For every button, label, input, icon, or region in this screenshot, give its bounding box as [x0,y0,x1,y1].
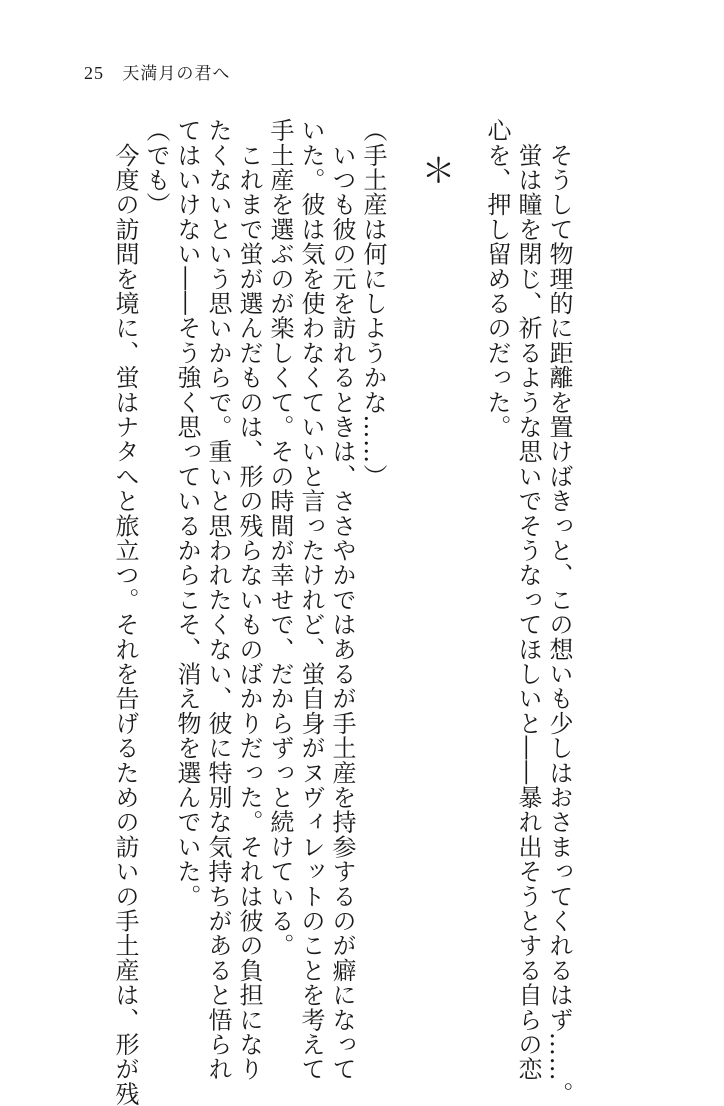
text-line: 手土産を選ぶのが楽しくて。その時間が幸せで、だからずっと続けている。 [266,118,294,958]
text-line: そうして物理的に距離を置けばきっと、この想いも少しはおさまってくれるはず……。 [545,118,573,1106]
text-line: てはいけない――そう強く思っているからこそ、消え物を選んでいた。 [173,118,201,909]
text-line: たくないという思いからで。重いと思われたくない、彼に特別な気持ちがあると悟られ [204,118,232,1082]
page-number: 25 [84,63,104,83]
section-separator: ＊ [415,118,455,188]
text-line: いた。彼は気を使わなくていいと言ったけれど、蛍自身がヌヴィレットのことを考えて [297,118,325,1082]
text-line: （でも） [142,118,170,217]
text-line: 心を、押し留めるのだった。 [483,118,511,440]
text-line: 今度の訪問を境に、蛍はナタへと旅立つ。それを告げるための訪いの手土産は、形が残 [111,118,139,1106]
body-text [109,118,574,1106]
blank-line [450,118,481,948]
book-title: 天満月の君へ [122,64,231,84]
text-line: （手土産は何にしようかな……） [359,118,387,489]
text-line: これまで蛍が選んだものは、形の残らないものばかりだった。それは彼の負担になり [235,118,263,1082]
running-head [84,59,230,84]
text-line: いつも彼の元を訪れるときは、ささやかではあるが手土産を持参するのが癖になって [328,118,356,1082]
text-line: 蛍は瞳を閉じ、祈るような思いでそうなってほしいと――暴れ出そうとする自らの恋 [514,118,542,1082]
blank-line [388,118,419,948]
